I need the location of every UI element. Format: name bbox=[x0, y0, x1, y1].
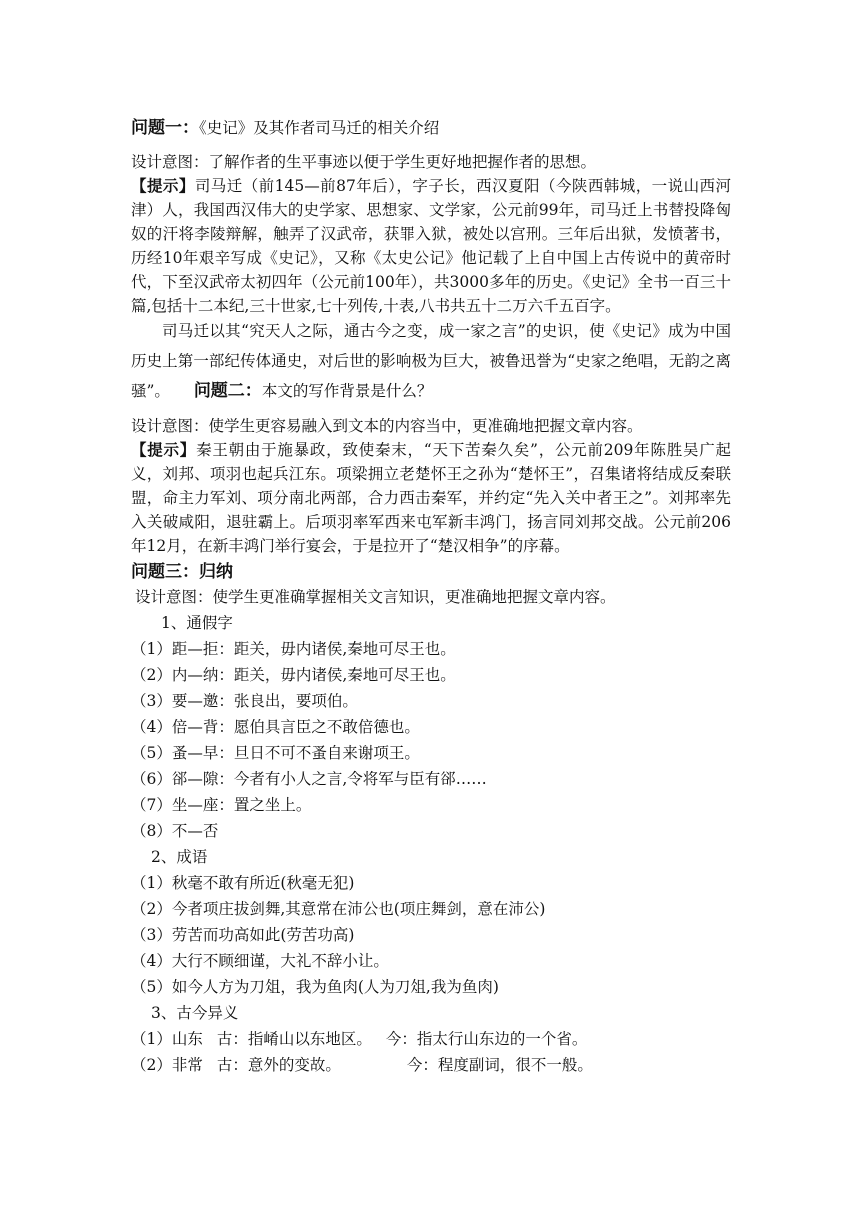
question-three-intent: 设计意图：使学生更准确掌握相关文言知识，更准确地把握文章内容。 bbox=[135, 588, 616, 606]
question-one-paragraph-two bbox=[131, 316, 731, 406]
list-item: （5）如今人方为刀俎，我为鱼肉(人为刀俎,我为鱼肉) bbox=[131, 978, 499, 996]
list-item: （6）郤—隙：今者有小人之言,令将军与臣有郤…… bbox=[131, 770, 487, 788]
question-one-title: 《史记》及其作者司马迁的相关介绍 bbox=[199, 119, 440, 137]
question-one-label: 问题一： bbox=[131, 118, 199, 138]
section-tongjiazi-title: 1、通假字 bbox=[161, 614, 233, 632]
list-item: （3）劳苦而功高如此(劳苦功高) bbox=[131, 926, 355, 944]
sima-qian-evaluation: 司马迁以其“究天人之际，通古今之变，成一家之言”的史识，使《史记》成为中国历史上第一部纪传体通史，对后世的影响极为巨大，被鲁迅誉为“史家之绝唱，无韵之离骚”。 bbox=[131, 322, 731, 400]
section-chengyu-title: 2、成语 bbox=[151, 848, 208, 866]
question-three-heading: 问题三：归纳 bbox=[131, 562, 233, 582]
list-item: （7）坐—座：置之坐上。 bbox=[131, 796, 312, 814]
list-item: （2）内—纳：距关，毋内诸侯,秦地可尽王也。 bbox=[131, 666, 456, 684]
term-number: （2）非常 bbox=[131, 1056, 203, 1074]
ancient-meaning: 古：指崤山以东地区。 bbox=[216, 1030, 372, 1048]
question-one-hint bbox=[131, 174, 731, 318]
document-page bbox=[131, 112, 731, 1078]
list-item: （2）今者项庄拔剑舞,其意常在沛公也(项庄舞剑，意在沛公) bbox=[131, 900, 546, 918]
list-item: （8）不—否 bbox=[131, 822, 219, 840]
list-item: （4）倍—背：愿伯具言臣之不敢倍德也。 bbox=[131, 718, 420, 736]
question-one-intent: 设计意图：了解作者的生平事迹以便于学生更好地把握作者的思想。 bbox=[131, 153, 597, 171]
list-item: （5）蚤—早：旦日不可不蚤自来谢项王。 bbox=[131, 744, 420, 762]
hint-tag: 【提示】 bbox=[131, 440, 197, 459]
list-item bbox=[131, 1052, 731, 1078]
modern-meaning: 今：程度副词，很不一般。 bbox=[406, 1056, 593, 1074]
question-one-heading bbox=[131, 116, 731, 140]
list-item bbox=[131, 1026, 731, 1052]
hint-text: 司马迁（前145—前87年后），字子长，西汉夏阳（今陕西韩城，一说山西河津）人，我国西汉伟大的史学家、思想家、文学家，公元前99年，司马迁上书替投降匈奴的汗将李陵辩解，触弄了汉武帝，获罪入狱，被处以宫刑。三年后出狱，发愤著书，历经10年艰辛写成《史记》，又称《太史公记》他记载了上自中国上古传说中的黄帝时代，下至汉武帝太初四年（公元前100年），共3000多年的历史。《史记》全书一百三十篇,包括十二本纪,三十世家,七十列传,十表,八书共五十二万六千五百字。 bbox=[131, 177, 731, 315]
list-item: （3）要—邀：张良出，要项伯。 bbox=[131, 692, 358, 710]
term-number: （1）山东 bbox=[131, 1030, 203, 1048]
question-two-intent: 设计意图：使学生更容易融入到文本的内容当中，更准确地把握文章内容。 bbox=[131, 417, 643, 435]
list-item: （1）距—拒：距关，毋内诸侯,秦地可尽王也。 bbox=[131, 640, 456, 658]
question-two-label: 问题二： bbox=[193, 381, 262, 401]
list-item: （4）大行不顾细谨，大礼不辞小让。 bbox=[131, 952, 389, 970]
section-gujinyiyi-title: 3、古今异义 bbox=[151, 1004, 239, 1022]
hint-tag: 【提示】 bbox=[131, 176, 195, 195]
modern-meaning: 今：指太行山东边的一个省。 bbox=[385, 1030, 588, 1048]
ancient-meaning: 古：意外的变故。 bbox=[216, 1056, 341, 1074]
hint-text: 秦王朝由于施暴政，致使秦末，“天下苦秦久矣”，公元前209年陈胜吴广起义，刘邦、项羽也起兵江东。项梁拥立老楚怀王之孙为“楚怀王”，召集诸将结成反秦联盟，命主力军刘、项分南北两部，合力西击秦军，并约定“先入关中者王之”。刘邦率先入关破咸阳，退驻霸上。后项羽率军西来屯军新丰鸿门，扬言同刘邦交战。公元前206年12月，在新丰鸿门举行宴会，于是拉开了“楚汉相争”的序幕。 bbox=[131, 441, 731, 555]
list-item: （1）秋毫不敢有所近(秋毫无犯) bbox=[131, 874, 355, 892]
question-two-hint bbox=[131, 438, 731, 558]
question-two-title: 本文的写作背景是什么？ bbox=[261, 382, 433, 400]
